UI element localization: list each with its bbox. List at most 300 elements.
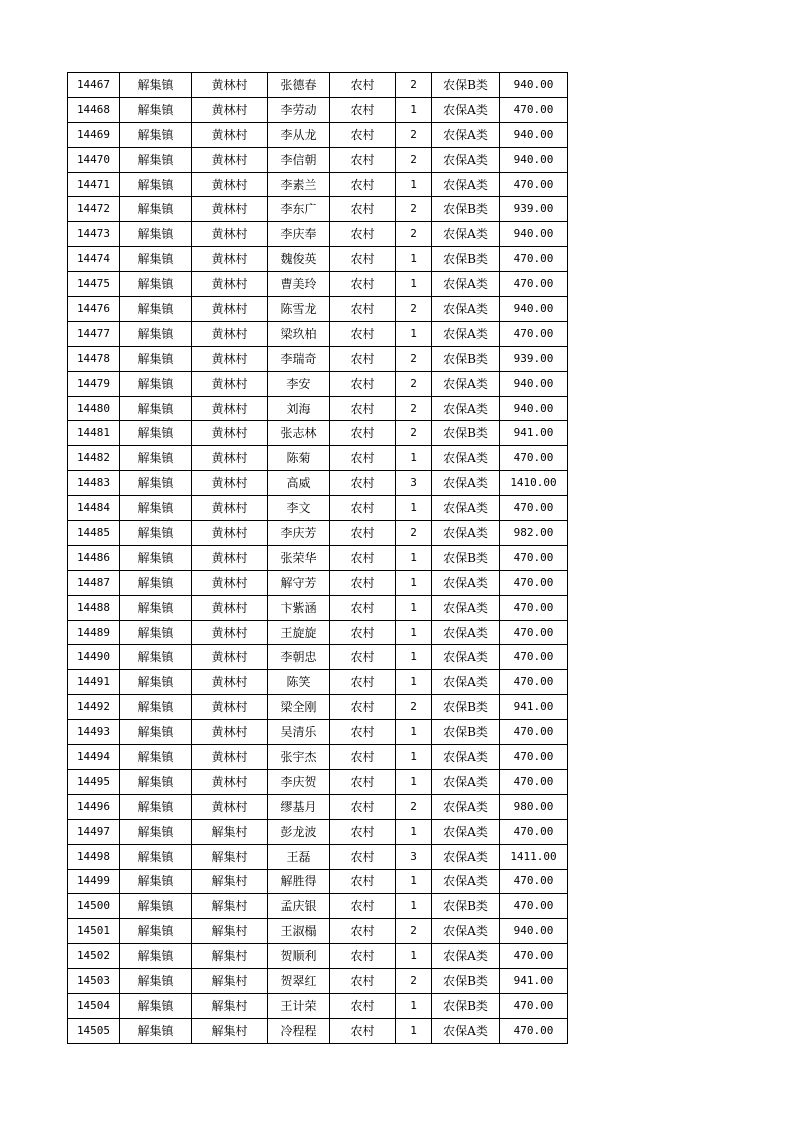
cell-town: 解集镇 xyxy=(120,247,192,272)
cell-town: 解集镇 xyxy=(120,769,192,794)
cell-type: 农村 xyxy=(330,446,396,471)
cell-id: 14501 xyxy=(68,919,120,944)
cell-category: 农保A类 xyxy=(432,570,500,595)
cell-village: 黄林村 xyxy=(192,97,268,122)
cell-type: 农村 xyxy=(330,794,396,819)
cell-category: 农保A类 xyxy=(432,670,500,695)
cell-count: 1 xyxy=(396,321,432,346)
cell-village: 黄林村 xyxy=(192,769,268,794)
cell-category: 农保A类 xyxy=(432,172,500,197)
table-body xyxy=(68,73,568,1044)
cell-id: 14483 xyxy=(68,471,120,496)
cell-category: 农保A类 xyxy=(432,471,500,496)
cell-category: 农保A类 xyxy=(432,1018,500,1043)
cell-amount: 939.00 xyxy=(500,197,568,222)
cell-count: 3 xyxy=(396,844,432,869)
cell-count: 2 xyxy=(396,122,432,147)
cell-name: 陈菊 xyxy=(268,446,330,471)
cell-village: 黄林村 xyxy=(192,471,268,496)
cell-count: 2 xyxy=(396,297,432,322)
cell-id: 14484 xyxy=(68,496,120,521)
cell-amount: 470.00 xyxy=(500,720,568,745)
cell-category: 农保B类 xyxy=(432,720,500,745)
cell-amount: 470.00 xyxy=(500,745,568,770)
cell-type: 农村 xyxy=(330,371,396,396)
cell-amount: 940.00 xyxy=(500,919,568,944)
table-row xyxy=(68,720,568,745)
cell-count: 1 xyxy=(396,595,432,620)
cell-town: 解集镇 xyxy=(120,869,192,894)
cell-village: 解集村 xyxy=(192,1018,268,1043)
cell-town: 解集镇 xyxy=(120,794,192,819)
cell-name: 李东广 xyxy=(268,197,330,222)
cell-count: 1 xyxy=(396,247,432,272)
cell-amount: 470.00 xyxy=(500,496,568,521)
cell-town: 解集镇 xyxy=(120,993,192,1018)
cell-name: 解守芳 xyxy=(268,570,330,595)
cell-type: 农村 xyxy=(330,819,396,844)
table-row xyxy=(68,122,568,147)
cell-amount: 470.00 xyxy=(500,272,568,297)
cell-id: 14467 xyxy=(68,73,120,98)
cell-id: 14493 xyxy=(68,720,120,745)
table-row xyxy=(68,222,568,247)
cell-type: 农村 xyxy=(330,595,396,620)
cell-name: 曹美玲 xyxy=(268,272,330,297)
cell-category: 农保A类 xyxy=(432,147,500,172)
cell-town: 解集镇 xyxy=(120,297,192,322)
cell-type: 农村 xyxy=(330,745,396,770)
cell-town: 解集镇 xyxy=(120,371,192,396)
cell-count: 2 xyxy=(396,919,432,944)
cell-category: 农保A类 xyxy=(432,446,500,471)
cell-name: 陈笑 xyxy=(268,670,330,695)
table-row xyxy=(68,545,568,570)
cell-category: 农保A类 xyxy=(432,97,500,122)
cell-amount: 470.00 xyxy=(500,545,568,570)
table-row xyxy=(68,695,568,720)
cell-amount: 980.00 xyxy=(500,794,568,819)
cell-village: 黄林村 xyxy=(192,321,268,346)
table-row xyxy=(68,346,568,371)
cell-count: 1 xyxy=(396,670,432,695)
cell-town: 解集镇 xyxy=(120,346,192,371)
cell-category: 农保A类 xyxy=(432,745,500,770)
cell-amount: 940.00 xyxy=(500,73,568,98)
cell-name: 梁全刚 xyxy=(268,695,330,720)
table-row xyxy=(68,894,568,919)
cell-name: 冷程程 xyxy=(268,1018,330,1043)
cell-name: 张德春 xyxy=(268,73,330,98)
table-row xyxy=(68,496,568,521)
cell-id: 14481 xyxy=(68,421,120,446)
cell-type: 农村 xyxy=(330,97,396,122)
cell-count: 2 xyxy=(396,147,432,172)
cell-type: 农村 xyxy=(330,1018,396,1043)
cell-village: 解集村 xyxy=(192,894,268,919)
cell-amount: 470.00 xyxy=(500,172,568,197)
cell-town: 解集镇 xyxy=(120,222,192,247)
cell-name: 高威 xyxy=(268,471,330,496)
cell-town: 解集镇 xyxy=(120,620,192,645)
cell-id: 14492 xyxy=(68,695,120,720)
cell-id: 14471 xyxy=(68,172,120,197)
table-row xyxy=(68,919,568,944)
cell-amount: 470.00 xyxy=(500,645,568,670)
cell-category: 农保A类 xyxy=(432,122,500,147)
cell-id: 14476 xyxy=(68,297,120,322)
cell-village: 黄林村 xyxy=(192,371,268,396)
cell-type: 农村 xyxy=(330,894,396,919)
cell-type: 农村 xyxy=(330,769,396,794)
cell-amount: 470.00 xyxy=(500,944,568,969)
cell-category: 农保A类 xyxy=(432,272,500,297)
cell-village: 解集村 xyxy=(192,993,268,1018)
cell-town: 解集镇 xyxy=(120,819,192,844)
cell-name: 陈雪龙 xyxy=(268,297,330,322)
cell-type: 农村 xyxy=(330,645,396,670)
cell-village: 黄林村 xyxy=(192,222,268,247)
cell-id: 14485 xyxy=(68,521,120,546)
cell-count: 2 xyxy=(396,794,432,819)
cell-name: 李朝忠 xyxy=(268,645,330,670)
cell-town: 解集镇 xyxy=(120,645,192,670)
cell-amount: 939.00 xyxy=(500,346,568,371)
table-row xyxy=(68,794,568,819)
table-row xyxy=(68,471,568,496)
cell-category: 农保A类 xyxy=(432,794,500,819)
cell-type: 农村 xyxy=(330,521,396,546)
cell-village: 黄林村 xyxy=(192,73,268,98)
cell-name: 李素兰 xyxy=(268,172,330,197)
cell-amount: 470.00 xyxy=(500,1018,568,1043)
cell-type: 农村 xyxy=(330,570,396,595)
table-row xyxy=(68,172,568,197)
cell-village: 黄林村 xyxy=(192,521,268,546)
cell-id: 14489 xyxy=(68,620,120,645)
cell-village: 黄林村 xyxy=(192,570,268,595)
cell-name: 王淑榻 xyxy=(268,919,330,944)
cell-town: 解集镇 xyxy=(120,894,192,919)
cell-type: 农村 xyxy=(330,247,396,272)
cell-count: 2 xyxy=(396,421,432,446)
cell-category: 农保A类 xyxy=(432,620,500,645)
cell-amount: 470.00 xyxy=(500,247,568,272)
cell-count: 1 xyxy=(396,272,432,297)
cell-village: 黄林村 xyxy=(192,720,268,745)
cell-type: 农村 xyxy=(330,969,396,994)
cell-name: 李庆奉 xyxy=(268,222,330,247)
cell-name: 解胜得 xyxy=(268,869,330,894)
cell-town: 解集镇 xyxy=(120,1018,192,1043)
table-row xyxy=(68,272,568,297)
table-row xyxy=(68,197,568,222)
cell-amount: 940.00 xyxy=(500,147,568,172)
cell-village: 解集村 xyxy=(192,919,268,944)
cell-amount: 1411.00 xyxy=(500,844,568,869)
cell-id: 14495 xyxy=(68,769,120,794)
cell-category: 农保B类 xyxy=(432,346,500,371)
cell-count: 2 xyxy=(396,197,432,222)
cell-amount: 470.00 xyxy=(500,570,568,595)
cell-count: 1 xyxy=(396,645,432,670)
cell-count: 1 xyxy=(396,545,432,570)
cell-village: 黄林村 xyxy=(192,247,268,272)
cell-id: 14496 xyxy=(68,794,120,819)
cell-name: 吴清乐 xyxy=(268,720,330,745)
cell-amount: 940.00 xyxy=(500,396,568,421)
cell-type: 农村 xyxy=(330,620,396,645)
cell-type: 农村 xyxy=(330,172,396,197)
cell-town: 解集镇 xyxy=(120,496,192,521)
table-row xyxy=(68,147,568,172)
cell-name: 缪基月 xyxy=(268,794,330,819)
cell-id: 14491 xyxy=(68,670,120,695)
cell-id: 14494 xyxy=(68,745,120,770)
cell-amount: 982.00 xyxy=(500,521,568,546)
table-row xyxy=(68,1018,568,1043)
table-row xyxy=(68,745,568,770)
cell-category: 农保B类 xyxy=(432,969,500,994)
cell-count: 1 xyxy=(396,97,432,122)
cell-count: 3 xyxy=(396,471,432,496)
cell-name: 张荣华 xyxy=(268,545,330,570)
cell-village: 解集村 xyxy=(192,819,268,844)
cell-id: 14486 xyxy=(68,545,120,570)
cell-category: 农保B类 xyxy=(432,421,500,446)
cell-village: 黄林村 xyxy=(192,595,268,620)
cell-name: 张志林 xyxy=(268,421,330,446)
table-row xyxy=(68,521,568,546)
cell-name: 卞紫涵 xyxy=(268,595,330,620)
cell-amount: 470.00 xyxy=(500,595,568,620)
cell-id: 14502 xyxy=(68,944,120,969)
cell-village: 黄林村 xyxy=(192,620,268,645)
cell-town: 解集镇 xyxy=(120,844,192,869)
cell-type: 农村 xyxy=(330,396,396,421)
cell-id: 14475 xyxy=(68,272,120,297)
cell-town: 解集镇 xyxy=(120,521,192,546)
cell-amount: 940.00 xyxy=(500,297,568,322)
table-row xyxy=(68,97,568,122)
cell-category: 农保A类 xyxy=(432,919,500,944)
cell-id: 14473 xyxy=(68,222,120,247)
cell-type: 农村 xyxy=(330,297,396,322)
table-row xyxy=(68,247,568,272)
cell-type: 农村 xyxy=(330,147,396,172)
cell-count: 2 xyxy=(396,73,432,98)
cell-type: 农村 xyxy=(330,122,396,147)
table-row xyxy=(68,769,568,794)
table-row xyxy=(68,969,568,994)
cell-amount: 470.00 xyxy=(500,769,568,794)
cell-town: 解集镇 xyxy=(120,396,192,421)
cell-town: 解集镇 xyxy=(120,446,192,471)
cell-count: 1 xyxy=(396,869,432,894)
cell-count: 1 xyxy=(396,894,432,919)
cell-village: 黄林村 xyxy=(192,297,268,322)
cell-category: 农保B类 xyxy=(432,993,500,1018)
cell-category: 农保A类 xyxy=(432,297,500,322)
cell-id: 14490 xyxy=(68,645,120,670)
cell-type: 农村 xyxy=(330,321,396,346)
cell-amount: 940.00 xyxy=(500,222,568,247)
table-row xyxy=(68,570,568,595)
cell-amount: 470.00 xyxy=(500,670,568,695)
table-row xyxy=(68,993,568,1018)
cell-village: 黄林村 xyxy=(192,645,268,670)
cell-town: 解集镇 xyxy=(120,421,192,446)
cell-count: 2 xyxy=(396,521,432,546)
cell-village: 解集村 xyxy=(192,944,268,969)
cell-category: 农保A类 xyxy=(432,496,500,521)
cell-id: 14482 xyxy=(68,446,120,471)
cell-name: 王磊 xyxy=(268,844,330,869)
cell-category: 农保A类 xyxy=(432,819,500,844)
cell-id: 14474 xyxy=(68,247,120,272)
cell-village: 黄林村 xyxy=(192,421,268,446)
cell-name: 王旋旋 xyxy=(268,620,330,645)
data-table xyxy=(67,72,568,1044)
cell-category: 农保A类 xyxy=(432,222,500,247)
cell-town: 解集镇 xyxy=(120,570,192,595)
cell-count: 2 xyxy=(396,396,432,421)
cell-town: 解集镇 xyxy=(120,197,192,222)
cell-amount: 470.00 xyxy=(500,869,568,894)
cell-town: 解集镇 xyxy=(120,944,192,969)
cell-id: 14488 xyxy=(68,595,120,620)
cell-category: 农保A类 xyxy=(432,595,500,620)
cell-town: 解集镇 xyxy=(120,720,192,745)
cell-type: 农村 xyxy=(330,222,396,247)
cell-village: 黄林村 xyxy=(192,695,268,720)
cell-amount: 470.00 xyxy=(500,97,568,122)
cell-village: 黄林村 xyxy=(192,147,268,172)
cell-id: 14480 xyxy=(68,396,120,421)
cell-town: 解集镇 xyxy=(120,471,192,496)
cell-type: 农村 xyxy=(330,421,396,446)
cell-amount: 470.00 xyxy=(500,620,568,645)
cell-type: 农村 xyxy=(330,346,396,371)
cell-town: 解集镇 xyxy=(120,545,192,570)
cell-village: 黄林村 xyxy=(192,396,268,421)
cell-name: 张宇杰 xyxy=(268,745,330,770)
cell-name: 李瑞奇 xyxy=(268,346,330,371)
cell-type: 农村 xyxy=(330,844,396,869)
table-row xyxy=(68,670,568,695)
table-row xyxy=(68,869,568,894)
cell-town: 解集镇 xyxy=(120,670,192,695)
cell-count: 2 xyxy=(396,695,432,720)
cell-count: 2 xyxy=(396,346,432,371)
cell-count: 1 xyxy=(396,1018,432,1043)
table-row xyxy=(68,595,568,620)
cell-type: 农村 xyxy=(330,73,396,98)
cell-category: 农保A类 xyxy=(432,396,500,421)
cell-amount: 941.00 xyxy=(500,421,568,446)
table-row xyxy=(68,73,568,98)
cell-name: 王计荣 xyxy=(268,993,330,1018)
cell-name: 李庆贺 xyxy=(268,769,330,794)
cell-count: 1 xyxy=(396,720,432,745)
cell-amount: 470.00 xyxy=(500,321,568,346)
cell-amount: 470.00 xyxy=(500,446,568,471)
cell-village: 黄林村 xyxy=(192,172,268,197)
cell-id: 14503 xyxy=(68,969,120,994)
cell-name: 李文 xyxy=(268,496,330,521)
cell-town: 解集镇 xyxy=(120,595,192,620)
cell-name: 李劳动 xyxy=(268,97,330,122)
cell-id: 14468 xyxy=(68,97,120,122)
cell-id: 14499 xyxy=(68,869,120,894)
cell-amount: 940.00 xyxy=(500,122,568,147)
cell-amount: 470.00 xyxy=(500,993,568,1018)
table-row xyxy=(68,421,568,446)
cell-name: 贺翠红 xyxy=(268,969,330,994)
cell-id: 14497 xyxy=(68,819,120,844)
cell-town: 解集镇 xyxy=(120,122,192,147)
cell-name: 李庆芳 xyxy=(268,521,330,546)
cell-category: 农保B类 xyxy=(432,894,500,919)
cell-count: 1 xyxy=(396,745,432,770)
cell-type: 农村 xyxy=(330,197,396,222)
cell-amount: 470.00 xyxy=(500,894,568,919)
cell-count: 1 xyxy=(396,570,432,595)
cell-name: 魏俊英 xyxy=(268,247,330,272)
cell-count: 1 xyxy=(396,944,432,969)
cell-id: 14498 xyxy=(68,844,120,869)
cell-town: 解集镇 xyxy=(120,745,192,770)
cell-category: 农保B类 xyxy=(432,247,500,272)
cell-count: 1 xyxy=(396,446,432,471)
cell-category: 农保A类 xyxy=(432,844,500,869)
cell-type: 农村 xyxy=(330,720,396,745)
cell-village: 黄林村 xyxy=(192,446,268,471)
cell-type: 农村 xyxy=(330,993,396,1018)
cell-amount: 940.00 xyxy=(500,371,568,396)
cell-id: 14487 xyxy=(68,570,120,595)
cell-category: 农保A类 xyxy=(432,869,500,894)
cell-count: 1 xyxy=(396,819,432,844)
cell-town: 解集镇 xyxy=(120,97,192,122)
cell-name: 贺顺利 xyxy=(268,944,330,969)
cell-count: 1 xyxy=(396,769,432,794)
cell-name: 孟庆银 xyxy=(268,894,330,919)
cell-town: 解集镇 xyxy=(120,272,192,297)
table-row xyxy=(68,944,568,969)
cell-category: 农保A类 xyxy=(432,321,500,346)
cell-type: 农村 xyxy=(330,944,396,969)
cell-id: 14504 xyxy=(68,993,120,1018)
table-row xyxy=(68,645,568,670)
cell-category: 农保B类 xyxy=(432,695,500,720)
cell-village: 解集村 xyxy=(192,844,268,869)
table-row xyxy=(68,446,568,471)
cell-amount: 1410.00 xyxy=(500,471,568,496)
table-row xyxy=(68,620,568,645)
cell-id: 14470 xyxy=(68,147,120,172)
cell-name: 李从龙 xyxy=(268,122,330,147)
cell-amount: 941.00 xyxy=(500,969,568,994)
cell-category: 农保A类 xyxy=(432,769,500,794)
cell-village: 解集村 xyxy=(192,969,268,994)
cell-town: 解集镇 xyxy=(120,147,192,172)
cell-type: 农村 xyxy=(330,670,396,695)
cell-town: 解集镇 xyxy=(120,919,192,944)
cell-count: 1 xyxy=(396,496,432,521)
cell-name: 刘海 xyxy=(268,396,330,421)
cell-count: 1 xyxy=(396,993,432,1018)
